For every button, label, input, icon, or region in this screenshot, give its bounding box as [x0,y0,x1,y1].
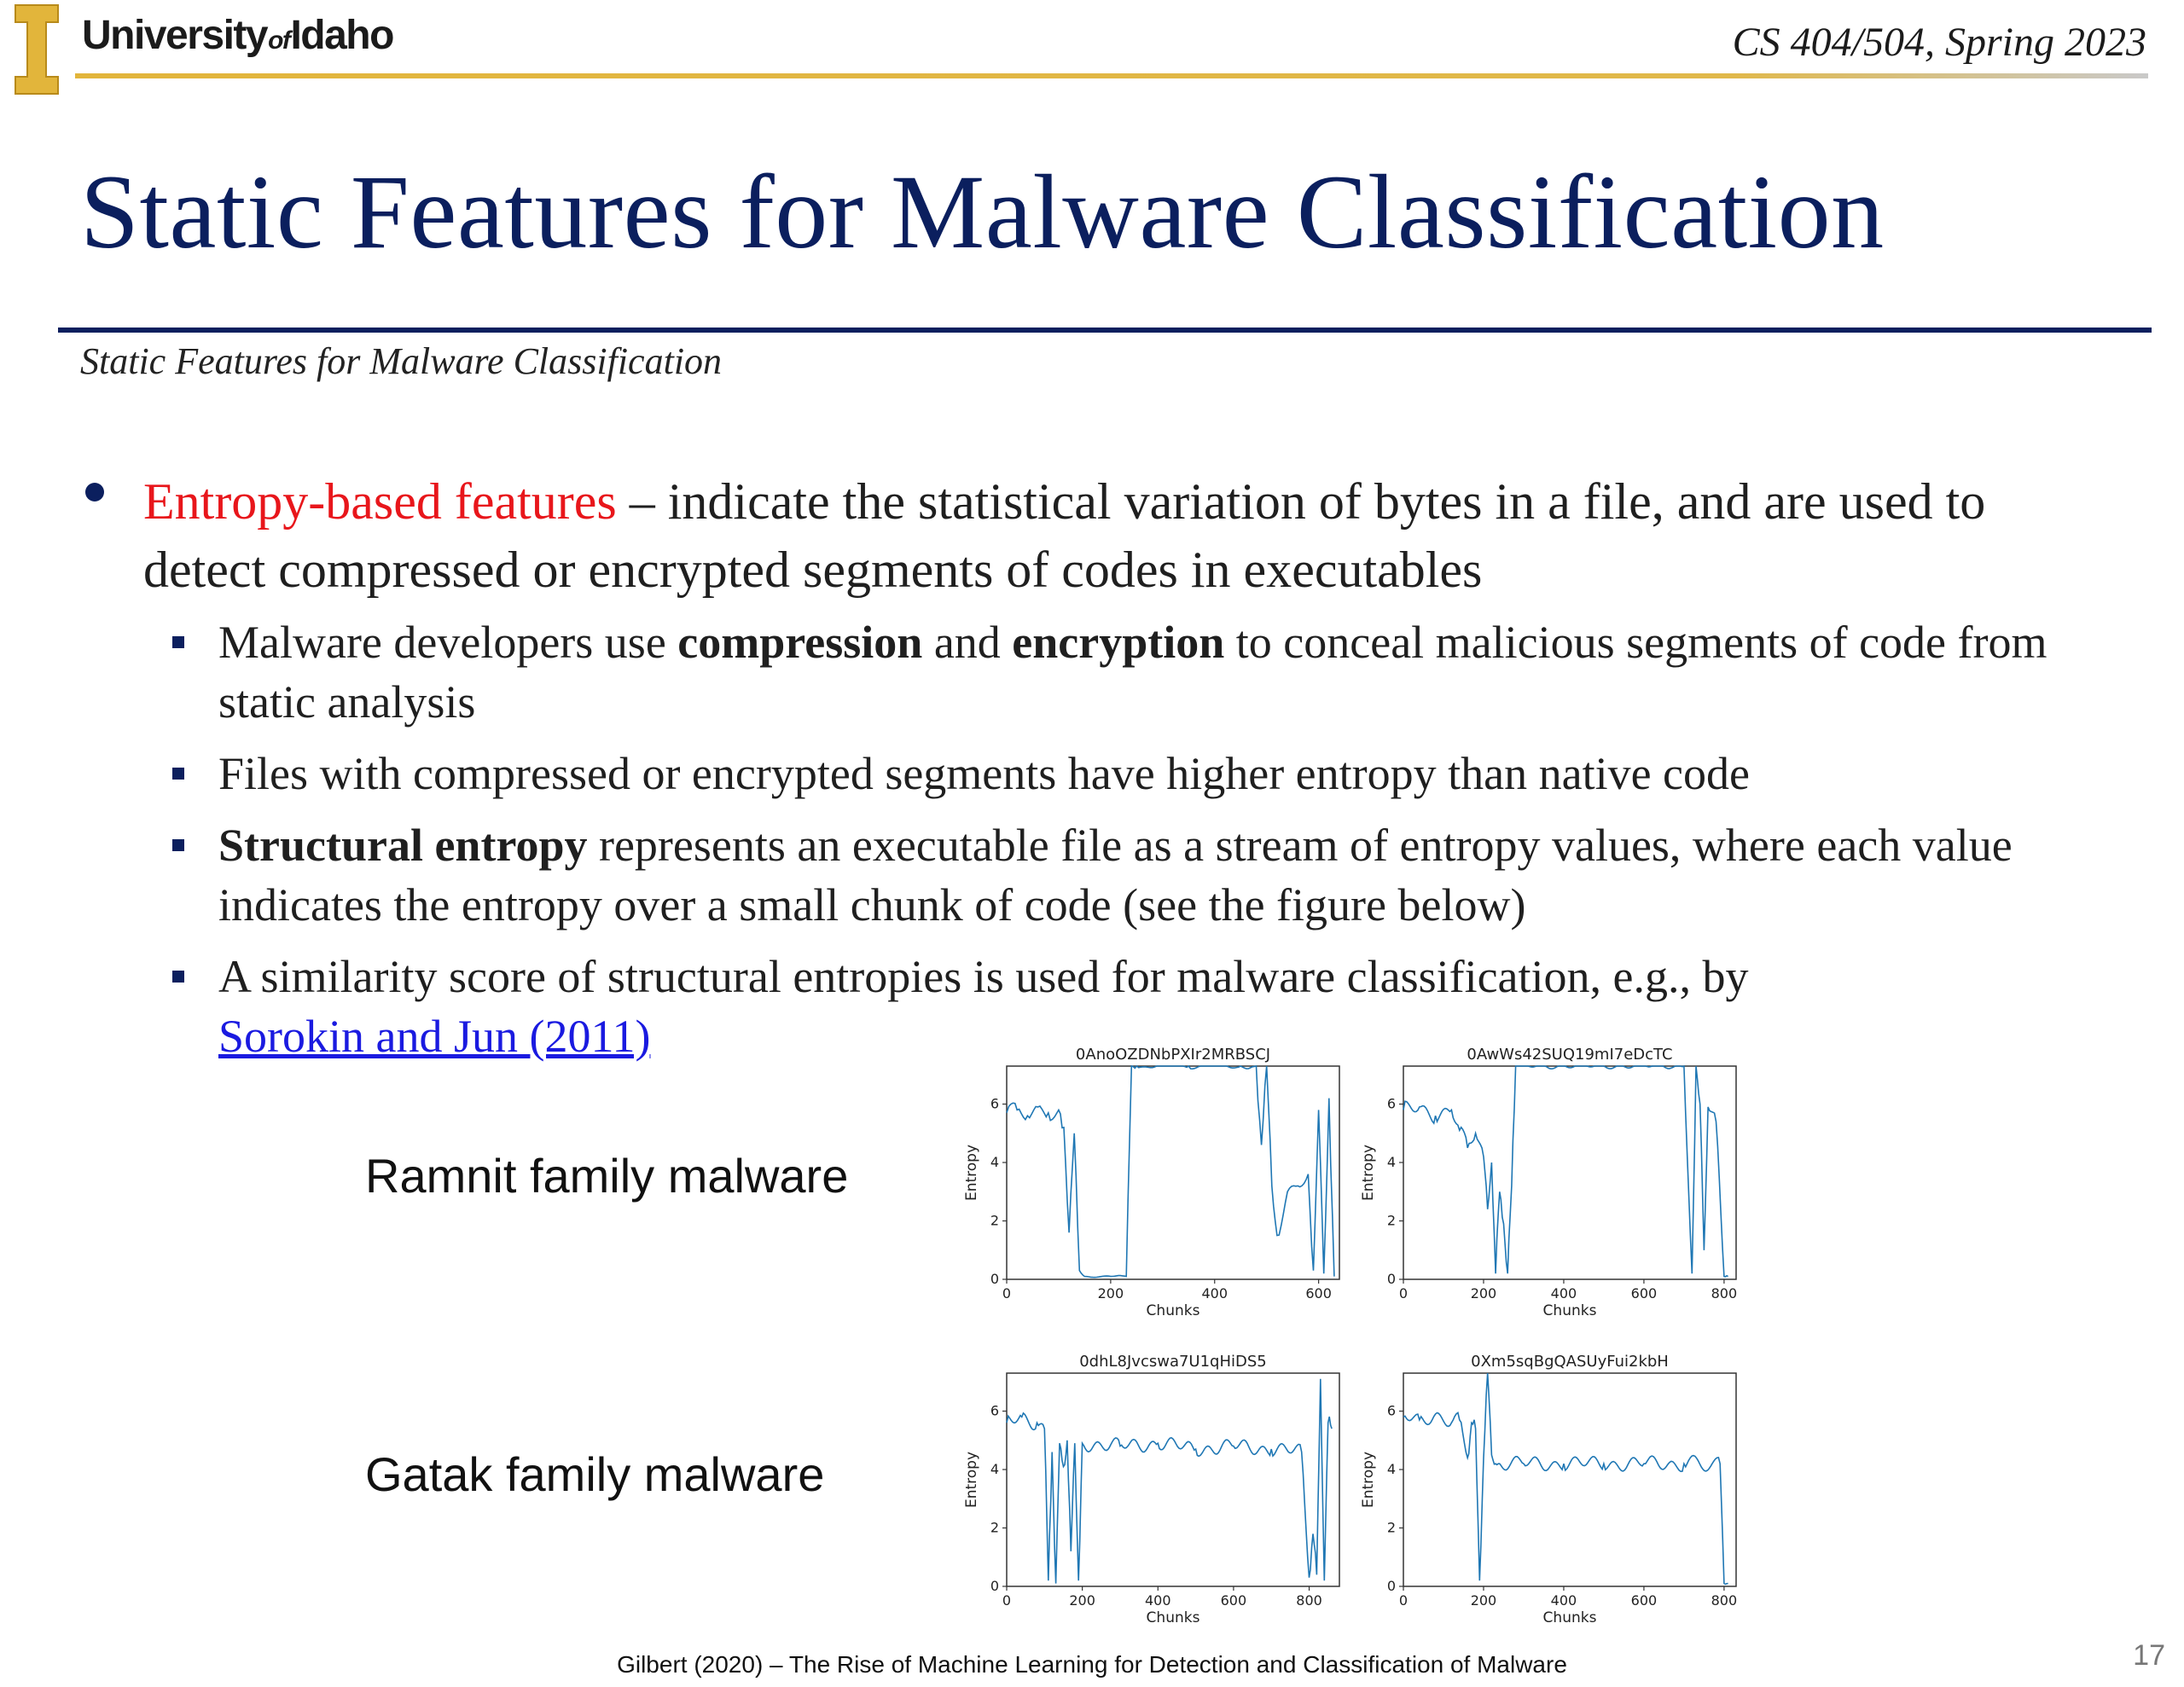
sub-bullet-square-icon [172,971,184,983]
bold-term-compression: compression [677,617,923,668]
entropy-chart-4 [1360,1353,1737,1626]
x-tick-label: 600 [1305,1285,1332,1301]
page-number: 17 [2133,1639,2165,1672]
y-tick-label: 4 [990,1154,999,1171]
x-tick-label: 200 [1097,1285,1124,1301]
bold-term-encryption: encryption [1012,617,1225,668]
x-tick-label: 600 [1630,1285,1658,1301]
bullet-dot-icon [85,483,104,501]
title-divider [58,328,2152,333]
x-tick-label: 200 [1470,1592,1497,1609]
text-span: Malware developers use [218,617,678,668]
y-tick-label: 2 [990,1212,999,1229]
entropy-chart-3 [963,1353,1339,1626]
plot-frame [1403,1373,1736,1586]
sub-bullet-compression [218,612,2146,732]
x-tick-label: 0 [1002,1592,1012,1609]
plot-title: 0AwWs42SUQ19mI7eDcTC [1467,1046,1673,1064]
text-span: represents an executable file as a stream of entropy values, where each value indicates the entropy over a small chunk of code (see the figure below) [218,820,2013,930]
y-axis-label: Entropy [1360,1451,1377,1509]
sub-bullet-square-icon [172,636,184,648]
entropy-chart-2 [1360,1046,1737,1319]
y-tick-label: 6 [990,1095,999,1112]
entropy-description: – indicate the statistical variation of bytes in a file, and are used to detect compressed or encrypted segments of codes in executables [143,473,1986,598]
x-axis-label: Chunks [1542,1302,1597,1319]
x-tick-label: 400 [1550,1285,1577,1301]
x-axis-label: Chunks [1146,1609,1200,1626]
sorokin-jun-link[interactable]: Sorokin and Jun (2011) [218,1011,651,1062]
plot-title: 0Xm5sqBgQASUyFui2kbH [1471,1353,1669,1371]
y-tick-label: 2 [1386,1519,1396,1536]
y-tick-label: 2 [990,1519,999,1536]
y-tick-label: 0 [990,1271,999,1287]
y-axis-label: Entropy [963,1451,980,1509]
y-axis-label: Entropy [963,1144,980,1202]
slide-subtitle: Static Features for Malware Classification [80,340,723,382]
sub-bullet-square-icon [172,768,184,780]
entropy-chart-1 [963,1046,1339,1319]
x-tick-label: 400 [1144,1592,1171,1609]
slide-title: Static Features for Malware Classification [80,154,1885,270]
ramnit-family-label: Ramnit family malware [365,1149,849,1203]
entropy-term: Entropy-based features [143,473,617,530]
x-tick-label: 200 [1069,1592,1095,1609]
x-axis-label: Chunks [1542,1609,1597,1626]
y-axis-label: Entropy [1360,1144,1377,1202]
university-name-pre: University [82,13,268,58]
bold-term-structural-entropy: Structural entropy [218,820,588,871]
sub-bullet-square-icon [172,839,184,851]
x-tick-label: 0 [1398,1592,1409,1609]
x-tick-label: 200 [1470,1285,1497,1301]
y-tick-label: 4 [1386,1461,1396,1478]
plot-frame [1403,1066,1736,1279]
university-name-of: of [268,26,290,55]
x-tick-label: 600 [1220,1592,1247,1609]
y-tick-label: 6 [1386,1095,1396,1112]
y-tick-label: 0 [1386,1578,1396,1594]
plot-title: 0dhL8Jvcswa7U1qHiDS5 [1079,1353,1267,1371]
x-tick-label: 800 [1296,1592,1322,1609]
header-divider [75,73,2148,78]
text-span: to conceal malicious segments of code from static analysis [218,617,2048,728]
x-axis-label: Chunks [1146,1302,1200,1319]
university-name-post: Idaho [290,13,393,58]
x-tick-label: 800 [1711,1592,1738,1609]
course-label: CS 404/504, Spring 2023 [1732,20,2146,65]
y-tick-label: 6 [1386,1402,1396,1419]
x-tick-label: 0 [1398,1285,1409,1301]
x-tick-label: 0 [1002,1285,1012,1301]
y-tick-label: 0 [1386,1271,1396,1287]
y-tick-label: 6 [990,1402,999,1419]
text-span: A similarity score of structural entropies is used for malware classification, e.g., by [218,951,1749,1002]
y-tick-label: 0 [990,1578,999,1594]
y-tick-label: 2 [1386,1212,1396,1229]
sub-bullet-higher-entropy: Files with compressed or encrypted segments have higher entropy than native code [218,748,1750,799]
university-name [82,12,393,59]
x-tick-label: 600 [1630,1592,1658,1609]
x-tick-label: 400 [1201,1285,1228,1301]
entropy-plots [956,1032,1757,1638]
university-logo-icon [14,3,60,96]
bullet-entropy-features [143,467,2106,604]
text-span: and [922,617,1013,668]
gatak-family-label: Gatak family malware [365,1447,825,1501]
plot-title: 0AnoOZDNbPXIr2MRBSCJ [1075,1046,1271,1064]
y-tick-label: 4 [990,1461,999,1478]
x-tick-label: 400 [1550,1592,1577,1609]
x-tick-label: 800 [1711,1285,1738,1301]
figure-source: Gilbert (2020) – The Rise of Machine Learning for Detection and Classification of Malware [617,1651,1567,1678]
plot-frame [1007,1066,1339,1279]
y-tick-label: 4 [1386,1154,1396,1171]
sub-bullet-structural-entropy [218,815,2146,935]
